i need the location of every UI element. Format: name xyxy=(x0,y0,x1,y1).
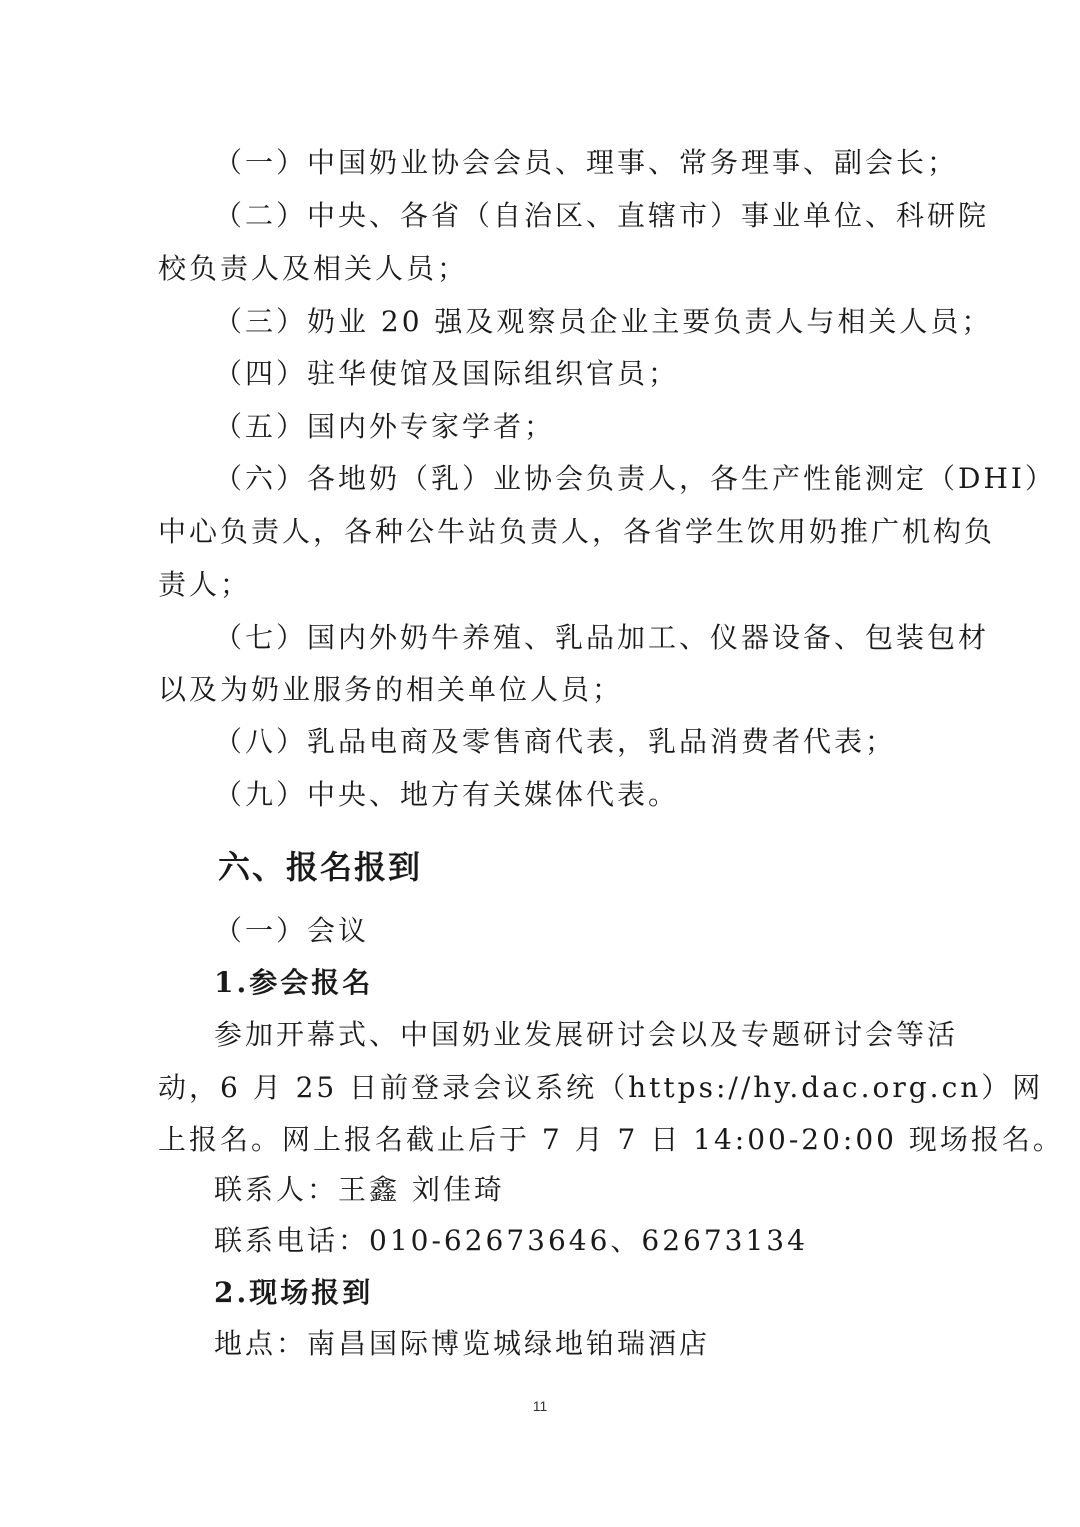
section-heading: 六、报名报到 xyxy=(218,848,423,886)
subsection-subheading: 2.现场报到 xyxy=(214,1276,374,1309)
contact-person: 联系人：王鑫 刘佳琦 xyxy=(214,1173,505,1206)
list-item-continuation: 责人； xyxy=(158,568,252,601)
page-number: 11 xyxy=(532,1398,548,1414)
paragraph-line: 上报名。网上报名截止后于 7 月 7 日 14:00-20:00 现场报名。 xyxy=(158,1123,1064,1156)
subsection-heading: （一）会议 xyxy=(214,914,370,947)
location-line: 地点：南昌国际博览城绿地铂瑞酒店 xyxy=(214,1327,711,1360)
list-item: （七）国内外奶牛养殖、乳品加工、仪器设备、包装包材 xyxy=(214,621,990,654)
list-item: （六）各地奶（乳）业协会负责人，各生产性能测定（DHI） xyxy=(214,462,1056,495)
list-item: （九）中央、地方有关媒体代表。 xyxy=(214,778,680,811)
list-item-continuation: 校负责人及相关人员； xyxy=(158,252,469,285)
list-item: （四）驻华使馆及国际组织官员； xyxy=(214,357,680,390)
paragraph-line: 参加开幕式、中国奶业发展研讨会以及专题研讨会等活 xyxy=(214,1018,959,1051)
list-item-continuation: 以及为奶业服务的相关单位人员； xyxy=(158,673,624,706)
list-item: （三）奶业 20 强及观察员企业主要负责人与相关人员； xyxy=(214,305,993,338)
list-item-continuation: 中心负责人，各种公牛站负责人，各省学生饮用奶推广机构负 xyxy=(158,515,996,548)
paragraph-line: 动，6 月 25 日前登录会议系统（https://hy.dac.org.cn）网 xyxy=(158,1071,1044,1104)
list-item: （八）乳品电商及零售商代表，乳品消费者代表； xyxy=(214,725,897,758)
list-item: （五）国内外专家学者； xyxy=(214,410,556,443)
contact-phone: 联系电话：010-62673646、62673134 xyxy=(214,1224,808,1257)
list-item: （二）中央、各省（自治区、直辖市）事业单位、科研院 xyxy=(214,199,990,232)
subsection-subheading: 1.参会报名 xyxy=(214,966,374,999)
list-item: （一）中国奶业协会会员、理事、常务理事、副会长； xyxy=(214,146,959,179)
